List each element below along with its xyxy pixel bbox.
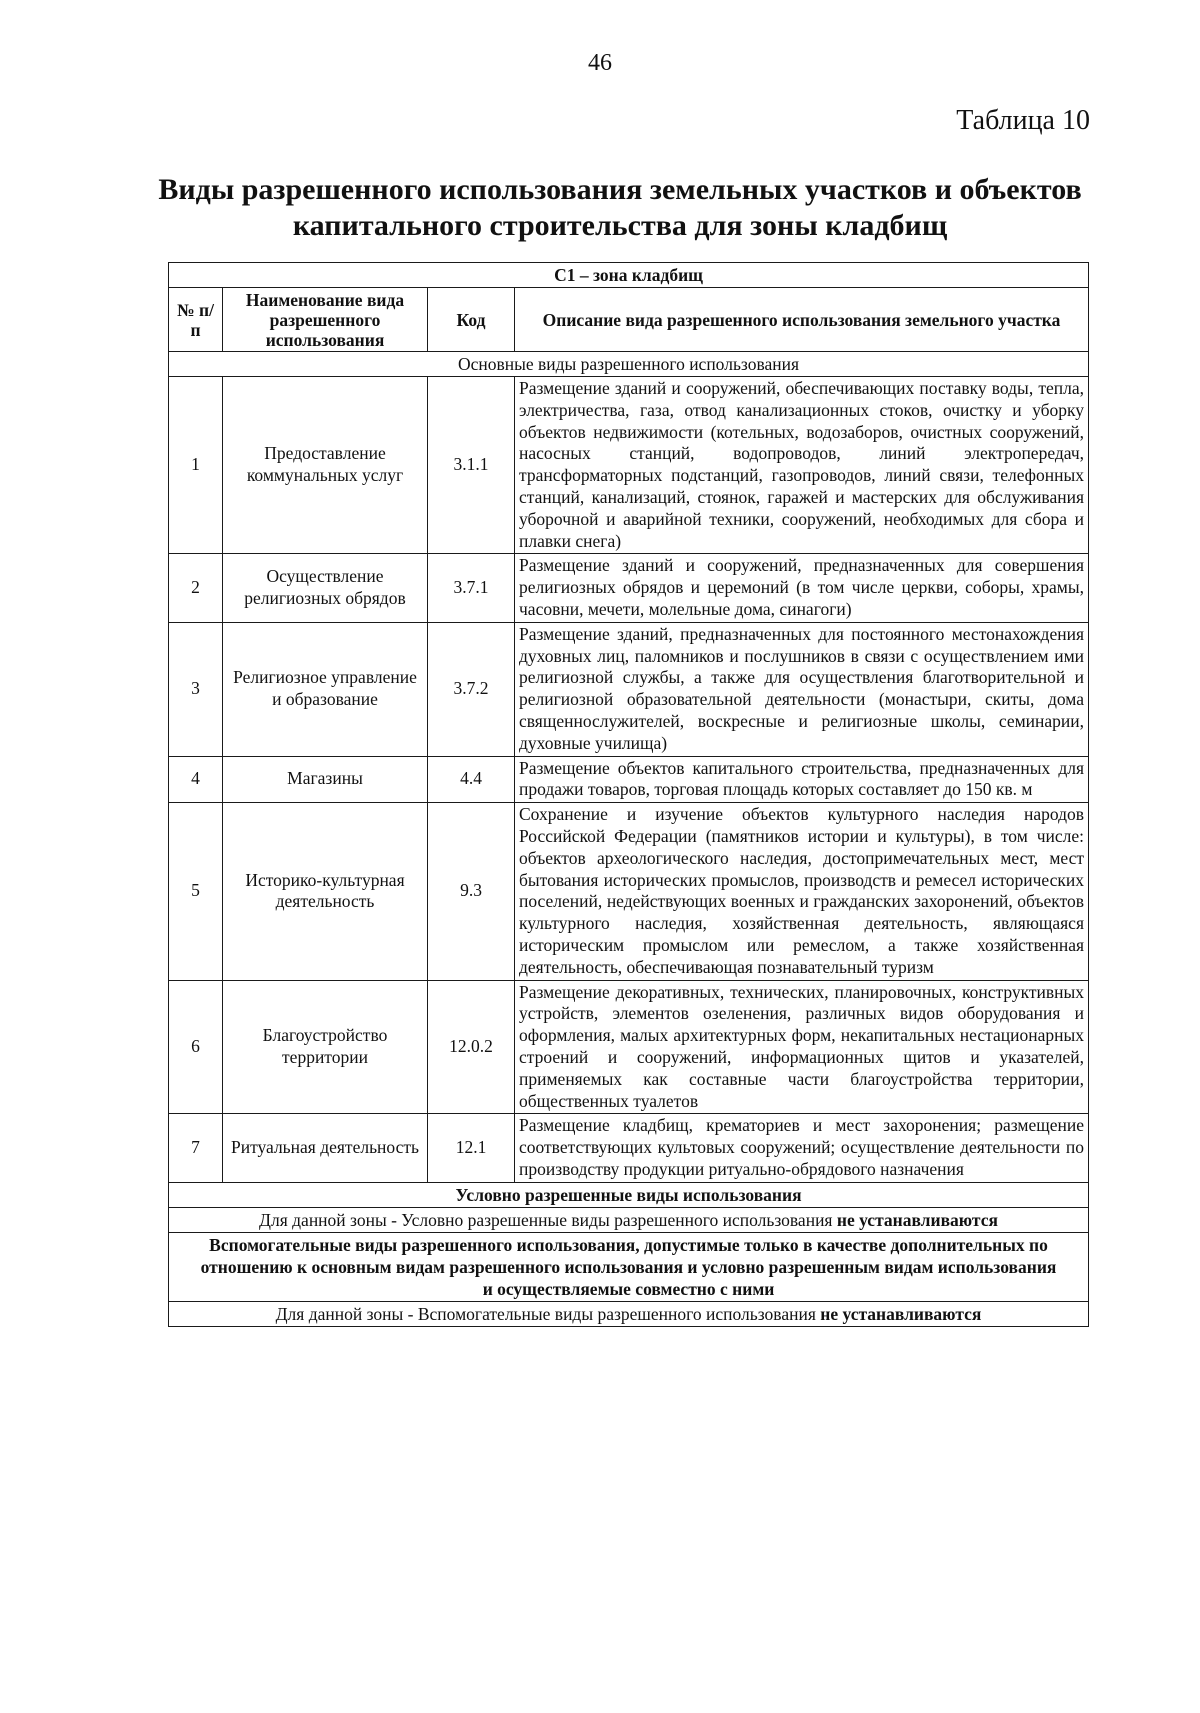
conditional-section-title: Условно разрешенные виды использования xyxy=(169,1182,1089,1207)
row-desc: Размещение зданий, предназначенных для постоянного местонахождения духовных лиц, паломников и послушников в связи с осуществлением ими религиозной службы, а также для осуществления благотворительной и религиозной образовательной деятельности (монастыри, скиты, дома священнослужителей, воскресные и религиозные школы, семинарии, духовные училища) xyxy=(515,622,1089,756)
row-desc: Сохранение и изучение объектов культурного наследия народов Российской Федерации (памятников истории и культуры), в том числе: объектов археологического наследия, достопримечательных мест, мест бытования исторических промыслов, производств и ремесел исторических поселений, недействующих военных и гражданских захоронений, объектов культурного наследия, хозяйственная деятельность, являющаяся историческим промыслом или ремеслом, а также хозяйственная деятельность, обеспечивающая познавательный туризм xyxy=(515,803,1089,980)
row-code: 12.1 xyxy=(428,1114,515,1182)
conditional-note-row xyxy=(169,1207,1089,1232)
table-row xyxy=(169,377,1089,554)
row-name: Ритуальная деятельность xyxy=(223,1114,428,1182)
header-row xyxy=(169,288,1089,352)
row-code: 3.7.1 xyxy=(428,554,515,622)
conditional-note-text: Для данной зоны - Условно разрешенные виды разрешенного использования xyxy=(259,1209,837,1230)
auxiliary-note-emphasis: не устанавливаются xyxy=(820,1303,982,1324)
conditional-note-emphasis: не устанавливаются xyxy=(836,1209,998,1230)
row-code: 4.4 xyxy=(428,756,515,803)
table-row xyxy=(169,756,1089,803)
table-row xyxy=(169,622,1089,756)
row-name: Историко-культурная деятельность xyxy=(223,803,428,980)
conditional-section-row xyxy=(169,1182,1089,1207)
header-code: Код xyxy=(428,288,515,352)
main-section-row xyxy=(169,352,1089,377)
row-name: Магазины xyxy=(223,756,428,803)
zone-title: С1 – зона кладбищ xyxy=(169,263,1089,288)
row-num: 4 xyxy=(169,756,223,803)
row-code: 3.1.1 xyxy=(428,377,515,554)
zone-title-row xyxy=(169,263,1089,288)
auxiliary-section-title: Вспомогательные виды разрешенного использования, допустимые только в качестве дополнительных по отношению к основным видам разрешенного использования и условно разрешенным видам использования и осуществляемые совместно с ними xyxy=(169,1232,1089,1301)
title-line-1: Виды разрешенного использования земельных участков и объектов xyxy=(158,173,1082,206)
row-name: Религиозное управление и образование xyxy=(223,622,428,756)
row-num: 7 xyxy=(169,1114,223,1182)
header-num: № п/п xyxy=(169,288,223,352)
table-row xyxy=(169,1114,1089,1182)
row-desc: Размещение декоративных, технических, планировочных, конструктивных устройств, элементов озеленения, различных видов оборудования и оформления, малых архитектурных форм, некапитальных нестационарных строений и сооружений, информационных щитов и указателей, применяемых как составные части благоустройства территории, общественных туалетов xyxy=(515,980,1089,1114)
row-code: 3.7.2 xyxy=(428,622,515,756)
conditional-note xyxy=(169,1207,1089,1232)
row-desc: Размещение кладбищ, крематориев и мест захоронения; размещение соответствующих культовых сооружений; осуществление деятельности по производству продукции ритуально-обрядового назначения xyxy=(515,1114,1089,1182)
table-row xyxy=(169,803,1089,980)
title-line-2: капитального строительства для зоны кладбищ xyxy=(292,209,948,242)
auxiliary-note-row xyxy=(169,1301,1089,1326)
row-num: 6 xyxy=(169,980,223,1114)
row-desc: Размещение объектов капитального строительства, предназначенных для продажи товаров, торговая площадь которых составляет до 150 кв. м xyxy=(515,756,1089,803)
auxiliary-note xyxy=(169,1301,1089,1326)
row-desc: Размещение зданий и сооружений, обеспечивающих поставку воды, тепла, электричества, газа, отвод канализационных стоков, очистку и уборку объектов недвижимости (котельных, водозаборов, очистных сооружений, насосных станций, водопроводов, линий электропередач, трансформаторных подстанций, газопроводов, линий связи, телефонных станций, канализаций, стоянок, гаражей и мастерских для обслуживания уборочной и аварийной техники, сооружений, необходимых для сбора и плавки снега) xyxy=(515,377,1089,554)
row-name: Благоустройство территории xyxy=(223,980,428,1114)
row-code: 12.0.2 xyxy=(428,980,515,1114)
table-row xyxy=(169,554,1089,622)
page-number: 46 xyxy=(588,50,612,76)
table-row xyxy=(169,980,1089,1114)
main-section-title: Основные виды разрешенного использования xyxy=(169,352,1089,377)
table-label: Таблица 10 xyxy=(956,105,1090,136)
row-desc: Размещение зданий и сооружений, предназначенных для совершения религиозных обрядов и церемоний (в том числе церкви, соборы, храмы, часовни, мечети, молельные дома, синагоги) xyxy=(515,554,1089,622)
auxiliary-section-row xyxy=(169,1232,1089,1301)
auxiliary-note-text: Для данной зоны - Вспомогательные виды разрешенного использования xyxy=(275,1303,821,1324)
row-num: 5 xyxy=(169,803,223,980)
row-code: 9.3 xyxy=(428,803,515,980)
land-use-table xyxy=(168,262,1089,1327)
row-num: 2 xyxy=(169,554,223,622)
row-num: 1 xyxy=(169,377,223,554)
row-num: 3 xyxy=(169,622,223,756)
row-name: Предоставление коммунальных услуг xyxy=(223,377,428,554)
document-title xyxy=(150,172,1090,244)
header-name: Наименование вида разрешенного использования xyxy=(223,288,428,352)
row-name: Осуществление религиозных обрядов xyxy=(223,554,428,622)
header-desc: Описание вида разрешенного использования земельного участка xyxy=(515,288,1089,352)
